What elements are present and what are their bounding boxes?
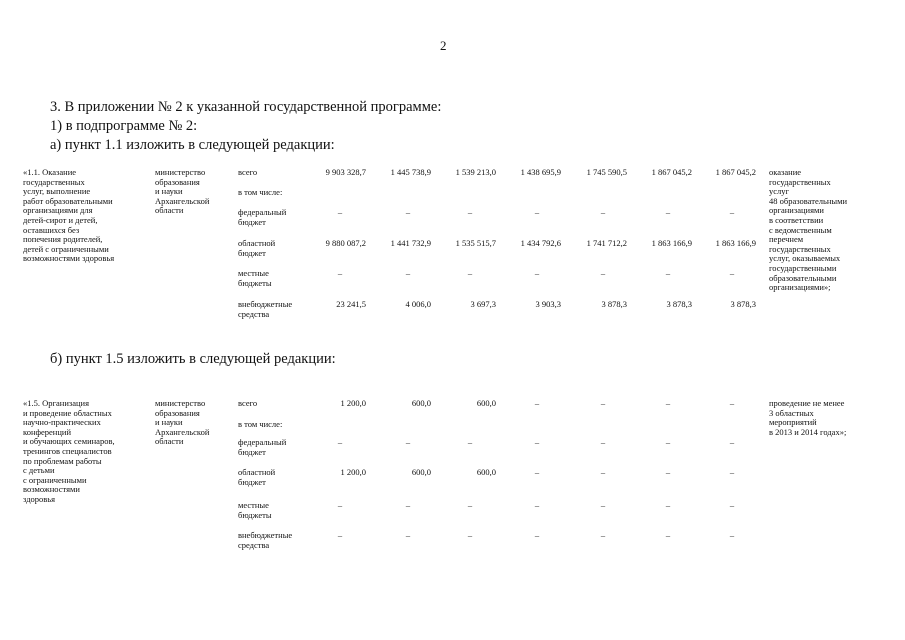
intro-line-2: 1) в подпрограмме № 2: [50, 118, 198, 134]
table2-cell: – [665, 500, 671, 510]
table2-cell: – [665, 467, 671, 477]
table2-cell: – [600, 398, 606, 408]
table1-cell: 1 867 045,2 [715, 167, 756, 177]
table2-cell: – [534, 398, 540, 408]
table1-cell: 1 441 732,9 [390, 238, 431, 248]
table1-cell: – [729, 268, 735, 278]
t2-activity-name: «1.5. Организация и проведение областных научно-практических конференций и обучающих семинаров, тренингов специалистов по проблемам работы с детьми с ограниченными возможностями здоровья [23, 398, 115, 504]
table2-cell: – [534, 500, 540, 510]
table1-row-label: областной бюджет [238, 238, 276, 258]
table2-cell: – [337, 437, 343, 447]
table2-cell: – [665, 530, 671, 540]
table2-cell: – [405, 530, 411, 540]
table1-cell: – [729, 207, 735, 217]
table2-row-label: местные бюджеты [238, 500, 272, 520]
table1-cell: – [337, 207, 343, 217]
table1-cell: – [467, 268, 473, 278]
table1-cell: 9 880 087,2 [325, 238, 366, 248]
table1-cell: – [534, 207, 540, 217]
table2-cell: – [729, 437, 735, 447]
table2-cell: – [729, 530, 735, 540]
table1-cell: – [665, 268, 671, 278]
table1-cell: 1 863 166,9 [715, 238, 756, 248]
table2-cell: – [405, 500, 411, 510]
table1-cell: – [405, 207, 411, 217]
t2-result: проведение не менее 3 областных мероприятий в 2013 и 2014 годах»; [769, 398, 847, 437]
table1-row-label: федеральный бюджет [238, 207, 287, 227]
t1-activity-name: «1.1. Оказание государственных услуг, выполнение работ образовательными организациями для детей-сирот и детей, оставшихся без попечения родителей, детей с ограниченными возможностями здоровья [23, 167, 115, 264]
table1-cell: 4 006,0 [405, 299, 431, 309]
table2-cell: – [600, 467, 606, 477]
table2-cell: – [600, 500, 606, 510]
table2-cell: – [729, 500, 735, 510]
table2-cell: – [600, 530, 606, 540]
table2-cell: – [467, 437, 473, 447]
table1-cell: 3 903,3 [535, 299, 561, 309]
table2-cell: – [467, 530, 473, 540]
table2-cell: – [534, 437, 540, 447]
table1-cell: 1 445 738,9 [390, 167, 431, 177]
table1-cell: 1 535 515,7 [455, 238, 496, 248]
table1-cell: 1 867 045,2 [651, 167, 692, 177]
table2-row-label: федеральный бюджет [238, 437, 287, 457]
table1-row-label: в том числе: [238, 187, 283, 197]
table1-cell: 3 878,3 [730, 299, 756, 309]
table2-cell: – [600, 437, 606, 447]
table1-cell: 1 745 590,5 [586, 167, 627, 177]
table2-cell: 1 200,0 [340, 467, 366, 477]
table2-cell: 600,0 [411, 467, 431, 477]
table1-row-label: всего [238, 167, 258, 177]
table2-cell: – [337, 530, 343, 540]
table2-cell: 600,0 [476, 467, 496, 477]
table2-cell: – [534, 530, 540, 540]
t2-executor: министерство образования и науки Архангельской области [155, 398, 210, 447]
section-b-heading: б) пункт 1.5 изложить в следующей редакции: [50, 351, 336, 367]
table2-cell: 600,0 [411, 398, 431, 408]
table2-row-label: всего [238, 398, 258, 408]
table1-cell: 1 438 695,9 [520, 167, 561, 177]
table2-cell: 600,0 [476, 398, 496, 408]
table1-cell: – [534, 268, 540, 278]
table1-cell: 1 863 166,9 [651, 238, 692, 248]
table1-cell: 3 878,3 [601, 299, 627, 309]
table1-cell: – [600, 268, 606, 278]
table1-cell: – [665, 207, 671, 217]
table1-cell: 1 741 712,2 [586, 238, 627, 248]
table1-cell: – [405, 268, 411, 278]
table1-cell: 23 241,5 [336, 299, 366, 309]
table1-cell: 1 434 792,6 [520, 238, 561, 248]
table2-cell: – [405, 437, 411, 447]
table2-cell: – [467, 500, 473, 510]
table1-row-label: местные бюджеты [238, 268, 272, 288]
table2-cell: 1 200,0 [340, 398, 366, 408]
table1-cell: 3 697,3 [470, 299, 496, 309]
table1-cell: – [600, 207, 606, 217]
table2-cell: – [729, 398, 735, 408]
table1-cell: 1 539 213,0 [455, 167, 496, 177]
t1-executor: министерство образования и науки Архангельской области [155, 167, 210, 216]
intro-line-3: а) пункт 1.1 изложить в следующей редакции: [50, 137, 335, 153]
table2-row-label: внебюджетные средства [238, 530, 293, 550]
table2-cell: – [337, 500, 343, 510]
table1-cell: – [337, 268, 343, 278]
table2-row-label: областной бюджет [238, 467, 276, 487]
t1-result: оказание государственных услуг 48 образовательными организациями в соответствии с ведомственным перечнем государственных услуг, оказываемых государственными образовательными организациями»; [769, 167, 848, 293]
table2-cell: – [729, 467, 735, 477]
table1-cell: 9 903 328,7 [325, 167, 366, 177]
table1-row-label: внебюджетные средства [238, 299, 293, 319]
page-number: 2 [440, 38, 447, 53]
table1-cell: 3 878,3 [666, 299, 692, 309]
table2-cell: – [665, 398, 671, 408]
intro-line-1: 3. В приложении № 2 к указанной государственной программе: [50, 99, 442, 115]
table2-row-label: в том числе: [238, 419, 283, 429]
table2-cell: – [534, 467, 540, 477]
table2-cell: – [665, 437, 671, 447]
table1-cell: – [467, 207, 473, 217]
